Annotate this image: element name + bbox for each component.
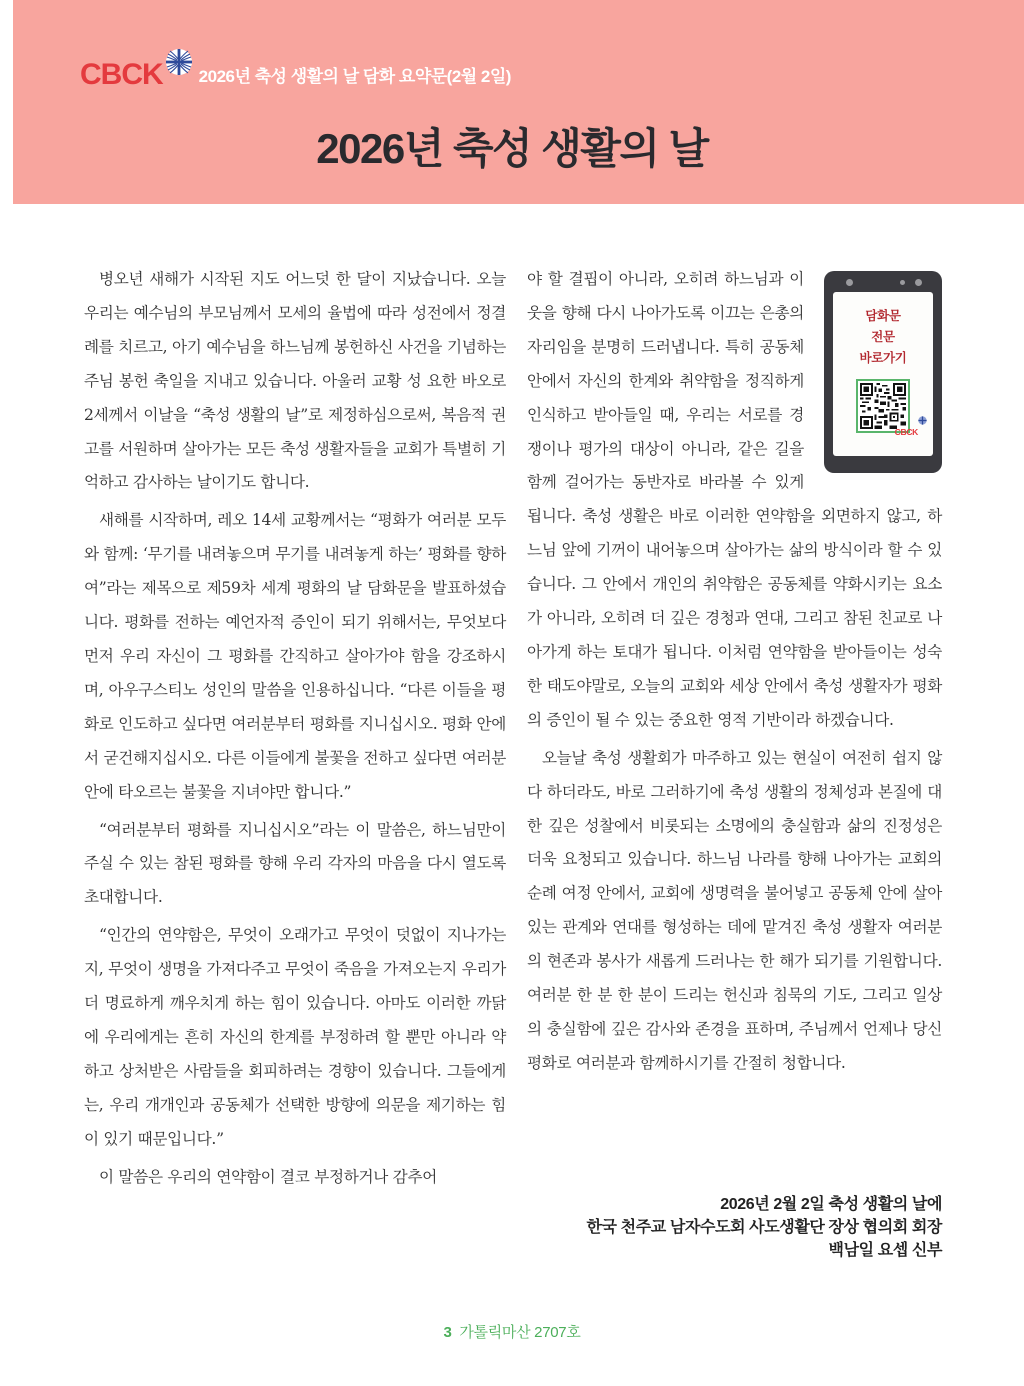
paragraph: “여러분부터 평화를 지니십시오”라는 이 말씀은, 하느님만이 주실 수 있는 참된 평화를 향해 우리 각자의 마음을 다시 열도록 초대합니다. — [84, 820, 506, 907]
body-column-right — [527, 263, 942, 1085]
paragraph: 야 할 결핍이 아니라, 오히려 하느님과 이웃을 향해 다시 나아가도록 이끄는 은총의 자리임을 분명히 드러냅니다. 특히 공동체 안에서 자신의 한계와 취약함을 정직하게 인식하고 받아들일 때, 우리는 서로를 경쟁이나 평가의 대상이 아니라, 같은 길을 함께 걸어가는 동반자로 바라볼 수 있게 됩니다. 축성 생활은 바로 이러한 연약함을 외면하지 않고, 하느님 앞에 기꺼이 내어놓으며 살아가는 삶의 방식이라 할 수 있습니다. 그 안에서 개인의 취약함은 공동체를 약화시키는 요소가 아니라, 오히려 더 깊은 경청과 연대, 그리고 참된 친교로 나아가게 하는 토대가 됩니다. 이처럼 연약함을 받아들이는 성숙한 태도야말로, 오늘의 교회와 세상 안에서 축성 생활자가 평화의 증인이 될 수 있는 중요한 영적 기반이라 하겠습니다. — [527, 270, 942, 729]
signature-name: 백남일 요셉 신부 — [828, 1242, 942, 1259]
cross-emblem-icon — [918, 416, 927, 425]
signature-organization: 한국 천주교 남자수도회 사도생활단 장상 협의회 회장 — [586, 1219, 942, 1236]
page-title: 2026년 축성 생활의 날 — [316, 125, 708, 172]
qr-link-label[interactable]: 담화문 전문 바로가기 — [859, 309, 907, 365]
phone-screen — [833, 292, 933, 456]
qr-phone-card[interactable] — [824, 271, 942, 473]
header-kicker: 2026년 축성 생활의 날 담화 요약문(2월 2일) — [198, 67, 511, 86]
phone-camera-icon — [846, 279, 853, 286]
paragraph: 병오년 새해가 시작된 지도 어느덧 한 달이 지났습니다. 오늘 우리는 예수님의 부모님께서 모세의 율법에 따라 성전에서 정결례를 치르고, 아기 예수님을 하느님께 봉헌하신 사건을 기념하는 주님 봉헌 축일을 지내고 있습니다. 아울러 교황 성 요한 바오로 2세께서 이날을 “축성 생활의 날”로 제정하심으로써, 복음적 권고를 서원하며 살아가는 모든 축성 생활자들을 교회가 특별히 기억하고 감사하는 날이기도 합니다. — [84, 270, 506, 492]
phone-sensor-icon — [900, 280, 905, 285]
cbck-logo: CBCK — [80, 58, 163, 91]
body-column-left — [84, 263, 506, 1198]
brand-row — [80, 50, 511, 92]
paragraph: 오늘날 축성 생활회가 마주하고 있는 현실이 여전히 쉽지 않다 하더라도, 바로 그러하기에 축성 생활의 정체성과 본질에 대한 깊은 성찰에서 비롯되는 소명에의 충실함과 삶의 진정성은 더욱 요청되고 있습니다. 하느님 나라를 향해 나아가는 교회의 순례 여정 안에서, 교회에 생명력을 불어넣고 공동체 안에 살아 있는 관계와 연대를 형성하는 데에 맡겨진 축성 생활자 여러분의 현존과 봉사가 새롭게 드러나는 한 해가 되기를 기원합니다. 여러분 한 분 한 분이 드리는 헌신과 침묵의 기도, 그리고 일상의 충실함에 깊은 감사와 존경을 표하며, 주님께서 언제나 당신 평화로 여러분과 함께하시기를 간절히 청합니다. — [527, 748, 942, 1072]
paragraph: 새해를 시작하며, 레오 14세 교황께서는 “평화가 여러분 모두와 함께: ‘무기를 내려놓으며 무기를 내려놓게 하는’ 평화를 향하여”라는 제목으로 제59차 세계 평화의 날 담화문을 발표하셨습니다. 평화를 전하는 예언자적 증인이 되기 위해서는, 무엇보다 먼저 우리 자신이 그 평화를 간직하고 살아가야 함을 강조하시며, 아우구스티노 성인의 말씀을 인용하십니다. “다른 이들을 평화로 인도하고 싶다면 여러분부터 평화를 지니십시오. 평화 안에서 굳건해지십시오. 다른 이들에게 불꽃을 전하고 싶다면 여러분 안에 타오르는 불꽃을 지녀야만 합니다.” — [84, 511, 506, 801]
page-number: 3 — [443, 1324, 452, 1341]
page-footer — [0, 1321, 1024, 1342]
paragraph: 이 말씀은 우리의 연약함이 결코 부정하거나 감추어 — [99, 1167, 437, 1186]
publication-name: 가톨릭마산 2707호 — [459, 1324, 581, 1341]
screen-cbck-logo: CBCK — [895, 416, 927, 450]
signature-block — [520, 1193, 942, 1262]
phone-camera-icon — [915, 279, 922, 286]
signature-date: 2026년 2월 2일 축성 생활의 날에 — [720, 1196, 942, 1213]
paragraph: “인간의 연약함은, 무엇이 오래가고 무엇이 덧없이 지나가는지, 무엇이 생명을 가져다주고 무엇이 죽음을 가져오는지 우리가 더 명료하게 깨우치게 하는 힘이 있습니다. 아마도 이러한 까닭에 우리에게는 흔히 자신의 한계를 부정하려 할 뿐만 아니라 약하고 상처받은 사람들을 회피하려는 경향이 있습니다. 그들에게는, 우리 개개인과 공동체가 선택한 방향에 의문을 제기하는 힘이 있기 때문입니다.” — [84, 926, 506, 1148]
cross-emblem-icon — [165, 48, 193, 76]
